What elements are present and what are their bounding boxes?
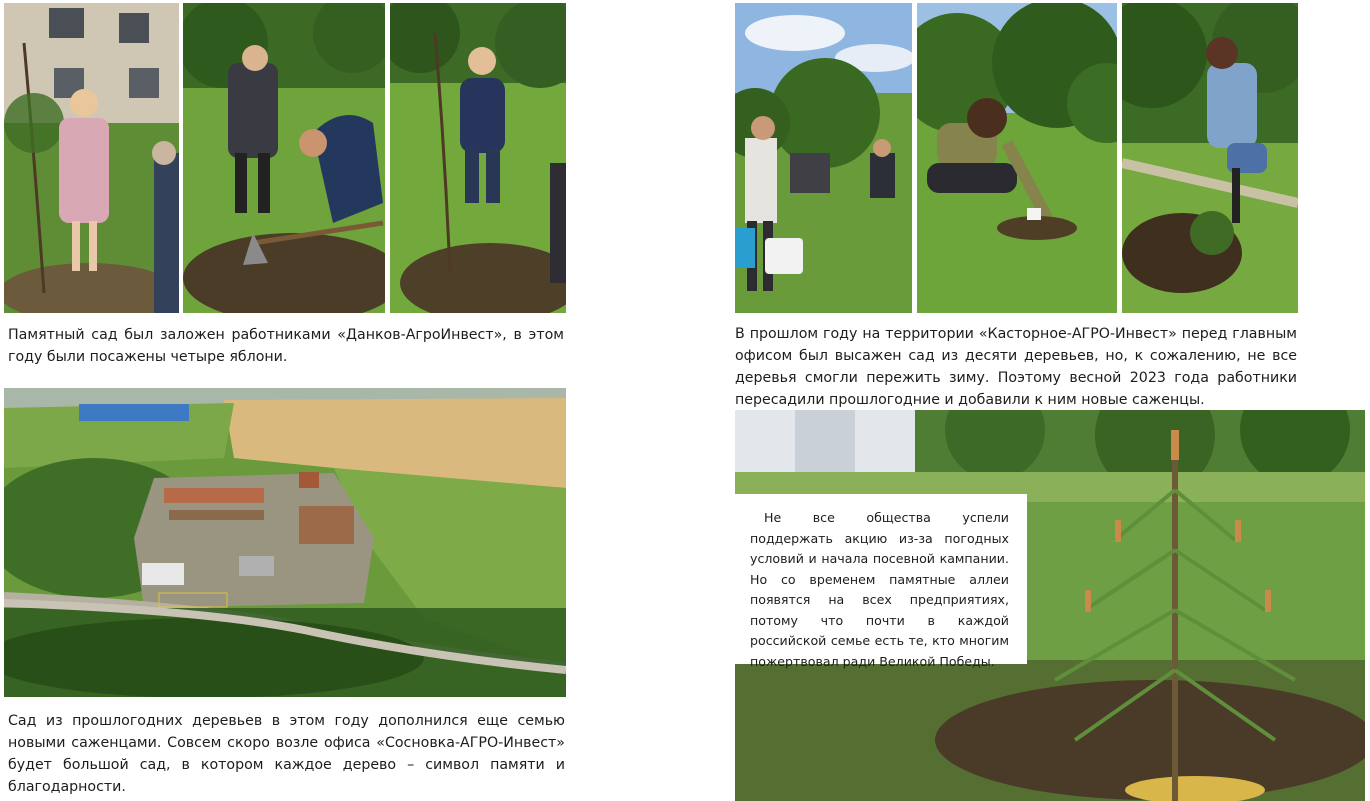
photo-danko-planting (390, 3, 566, 313)
note-box (735, 494, 1027, 669)
photo-sosnovka-aerial (4, 388, 566, 697)
caption-danko: Памятный сад был заложен работниками «Данков-АгроИнвест», в этом году были посажены четыре яблони. (8, 327, 564, 365)
photo-kastornoe-watering (735, 3, 912, 313)
note-text: Не все общества успели поддержать акцию из-за погодных условий и начала посевной кампании. Но со временем памятные аллеи появятся на всех предприятиях, потому что почти в каждой российской семье есть те, кто многим пожертвовал ради Великой Победы. (750, 510, 1009, 669)
photo-danko-woman-building (4, 3, 179, 313)
photo-kastornoe-woman-denim (1122, 3, 1298, 313)
caption-sosnovka: Сад из прошлогодних деревьев в этом году дополнился еще семью новыми саженцами. Совсем скоро возле офиса «Сосновка-АГРО-Инвест» будет большой сад, в котором каждое дерево – символ памяти и благодарности. (8, 713, 565, 795)
caption-kastornoe: В прошлом году на территории «Касторное-АГРО-Инвест» перед главным офисом был высажен сад из десяти деревьев, но, к сожалению, не все деревья смогли пережить зиму. Поэтому весной 2023 года работники пересадили прошлогодние и добавили к ним новые саженцы. (735, 326, 1297, 408)
photo-kastornoe-woman-kneeling (917, 3, 1117, 313)
photo-danko-digging (183, 3, 385, 313)
